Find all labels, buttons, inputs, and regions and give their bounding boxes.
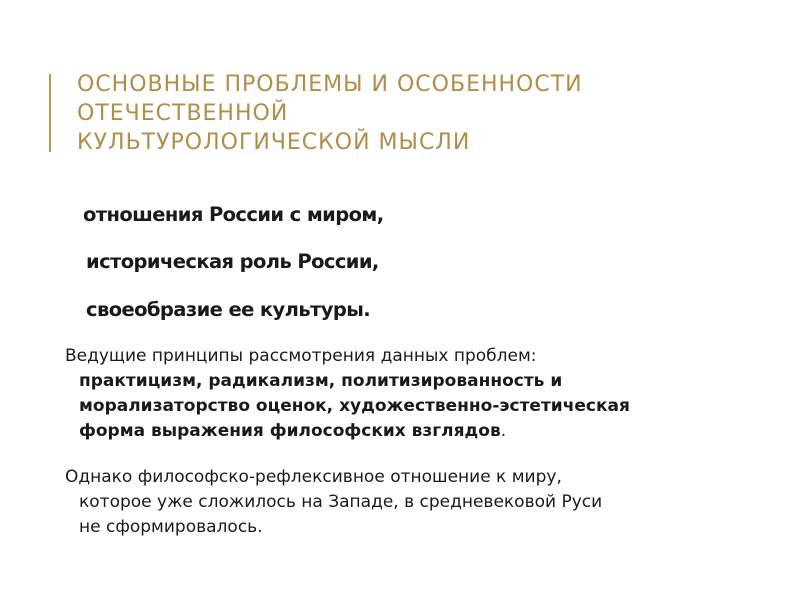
principles-line: форма выражения философских взглядов (79, 421, 501, 441)
topic-item: своеобразие ее культуры. (86, 298, 371, 321)
conclusion-paragraph (65, 465, 602, 540)
topic-item: историческая роль России, (86, 250, 379, 273)
principles-paragraph (65, 344, 630, 444)
conclusion-line: которое уже сложилось на Западе, в средневековой Руси (79, 492, 603, 512)
principles-line: морализаторство оценок, художественно-эстетическая (79, 396, 630, 416)
title-line-1: ОСНОВНЫЕ ПРОБЛЕМЫ И ОСОБЕННОСТИ (77, 72, 583, 97)
principles-line: практицизм, радикализм, политизированность и (79, 371, 563, 391)
title-line-3: КУЛЬТУРОЛОГИЧЕСКОЙ МЫСЛИ (77, 130, 471, 155)
conclusion-line: не сформировалось. (79, 517, 263, 537)
title-line-2: ОТЕЧЕСТВЕННОЙ (77, 101, 289, 126)
conclusion-line: Однако философско-рефлексивное отношение к миру, (65, 467, 562, 487)
principles-intro: Ведущие принципы рассмотрения данных проблем: (65, 346, 537, 366)
slide-title (77, 70, 777, 157)
title-accent-bar (49, 74, 51, 152)
principles-period: . (500, 421, 507, 441)
topic-item: отношения России с миром, (83, 203, 384, 226)
